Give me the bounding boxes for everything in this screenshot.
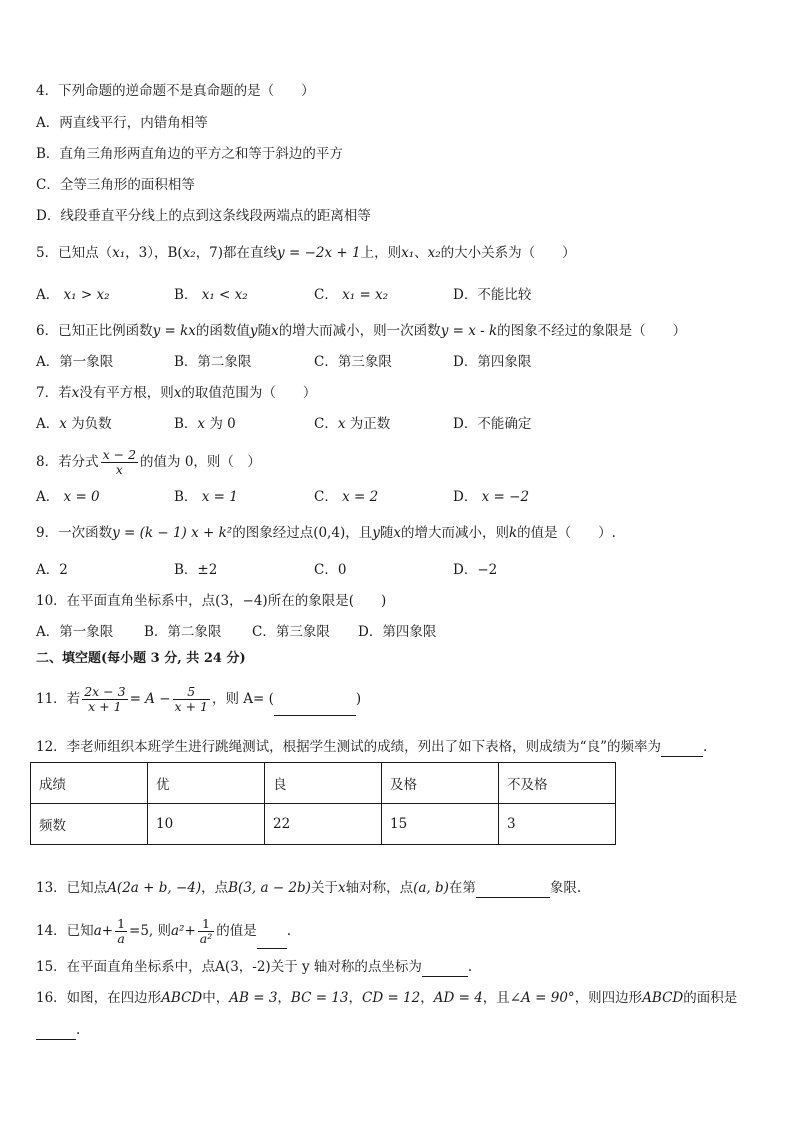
math: x: [173, 385, 182, 401]
question-16-continuation: [36, 1020, 80, 1040]
text: 的大小关系为（ ）: [440, 245, 576, 261]
label: D．: [453, 489, 478, 505]
math: x: [197, 416, 206, 432]
text: .: [467, 959, 473, 975]
text: 14．已知: [36, 923, 94, 939]
fraction: [101, 448, 138, 477]
answer-blank: [257, 934, 287, 949]
label: B．: [174, 416, 198, 432]
math: x: [393, 525, 401, 541]
math: AD = 4: [433, 990, 483, 1006]
text: 8．若分式: [36, 454, 99, 470]
text: 15．在平面直角坐标系中，点A(3，-2)关于 y 轴对称的点坐标为: [36, 959, 422, 975]
text: 的图象不经过的象限是（ ）: [497, 323, 687, 339]
q6-option-c: C．第三象限: [314, 354, 392, 370]
text: 为负数: [71, 416, 112, 432]
q9-option-d: D．−2: [453, 562, 498, 578]
fraction: [173, 685, 210, 714]
q4-option-c: C．全等三角形的面积相等: [36, 177, 195, 193]
text: 上，则: [360, 245, 402, 261]
math: ∠A = 90°: [509, 990, 575, 1006]
answer-blank: [274, 701, 356, 716]
math: ABCD: [161, 990, 203, 1006]
math: x₂: [182, 245, 196, 261]
text: 9．一次函数: [36, 525, 113, 541]
numerator: 1: [198, 917, 214, 932]
q7-option-d: D．不能确定: [453, 416, 532, 432]
q9-option-a: A．2: [36, 562, 68, 578]
math: A(2a + b, −4): [107, 880, 202, 896]
text: 为正数: [349, 416, 391, 432]
math: y = kx: [152, 323, 196, 339]
math: a²+: [171, 923, 196, 939]
text: 的增大而减小，则: [400, 525, 509, 541]
table-cell: 22: [265, 804, 382, 845]
q10-option-a: A．第一象限: [36, 624, 114, 640]
text: 的值是（ ）.: [517, 525, 616, 541]
math: a+: [93, 923, 114, 939]
q7-option-c: [314, 414, 390, 434]
label: B．: [174, 489, 198, 505]
text: 的图象经过点: [232, 525, 314, 541]
question-14-stem: [36, 913, 291, 949]
math: x: [59, 416, 67, 432]
table-cell: 10: [148, 804, 265, 845]
fraction: [115, 917, 127, 946]
math: B(3, a − 2b): [228, 880, 311, 896]
question-6-stem: [36, 321, 686, 341]
math: = A −: [129, 691, 171, 707]
question-11-stem: [36, 682, 361, 716]
numerator: 5: [173, 685, 210, 700]
math: x₁ = x₂: [342, 287, 389, 303]
q9-option-b: B．±2: [174, 562, 218, 578]
q4-option-d: D．线段垂直平分线上的点到这条线段两端点的距离相等: [36, 208, 371, 224]
question-7-stem: [36, 383, 316, 403]
text: 16．如图，在四边形: [36, 990, 162, 1006]
q8-option-a: [36, 487, 100, 507]
text: ): [355, 691, 362, 707]
math: x₂: [427, 245, 441, 261]
table-cell: 15: [382, 804, 499, 845]
label: A．: [36, 489, 60, 505]
text: 为 0: [209, 416, 236, 432]
answer-blank: [36, 1025, 76, 1040]
math: x = −2: [481, 489, 530, 505]
q6-option-b: B．第二象限: [174, 354, 252, 370]
q10-option-d: D．第四象限: [358, 624, 437, 640]
table-row: [31, 763, 616, 804]
label: C．: [314, 287, 338, 303]
label: B．: [174, 287, 198, 303]
math: x₁: [112, 245, 126, 261]
text: 6．已知正比例函数: [36, 323, 153, 339]
label: A．: [36, 416, 60, 432]
question-13-stem: [36, 878, 581, 898]
math: x = 2: [342, 489, 379, 505]
math: x₁: [401, 245, 415, 261]
q4-option-b: B．直角三角形两直角边的平方之和等于斜边的平方: [36, 146, 343, 162]
text: .: [702, 739, 708, 755]
question-5-stem: [36, 243, 576, 263]
score-table: [30, 762, 616, 845]
text: 在第: [448, 880, 476, 896]
q6-option-a: A．第一象限: [36, 354, 114, 370]
text: ，且: [345, 525, 373, 541]
text: 的值是: [216, 923, 257, 939]
text: ，: [420, 990, 434, 1006]
question-4-stem: 4．下列命题的逆命题不是真命题的是（ ）: [36, 83, 315, 99]
text: 5．已知点（: [36, 245, 113, 261]
text: 、: [414, 245, 428, 261]
numerator: 2x − 3: [84, 684, 126, 699]
text: =5, 则: [129, 923, 171, 939]
math: k: [508, 525, 518, 541]
math: x: [71, 385, 80, 401]
text: 随: [257, 323, 272, 339]
question-10-stem: 10．在平面直角坐标系中，点(3，−4)所在的象限是( ): [36, 593, 387, 609]
q4-option-a: A．两直线平行，内错角相等: [36, 115, 208, 131]
q5-option-c: [314, 285, 388, 305]
math: x: [337, 416, 346, 432]
numerator: 1: [117, 916, 126, 931]
math: y = (k − 1) x + k²: [112, 525, 233, 541]
text: 随: [379, 525, 394, 541]
denominator: x + 1: [88, 699, 122, 714]
denominator: x: [115, 462, 123, 477]
math: y: [249, 323, 258, 339]
text: 的取值范围为（ ）: [181, 385, 317, 401]
text: 的值为 0，则（ ）: [140, 454, 261, 470]
label: C．: [314, 416, 338, 432]
q9-option-c: C．0: [314, 562, 347, 578]
text: 轴对称，点: [345, 880, 414, 896]
q7-option-b: [174, 414, 236, 434]
q10-option-c: C．第三象限: [252, 624, 330, 640]
question-15-stem: [36, 957, 472, 977]
q6-option-d: D．第四象限: [453, 354, 532, 370]
denominator: a²: [199, 931, 213, 946]
text: .: [76, 1022, 81, 1038]
question-16-stem: [36, 988, 737, 1008]
math: x₁ < x₂: [201, 287, 248, 303]
denominator: a: [117, 931, 125, 946]
math: CD = 12: [362, 990, 421, 1006]
math: x: [337, 880, 346, 896]
answer-blank: [661, 742, 703, 757]
answer-blank: [476, 883, 550, 898]
math: BC = 13: [290, 990, 349, 1006]
q7-option-a: [36, 414, 112, 434]
text: 中，: [202, 990, 230, 1006]
denominator: x + 1: [174, 699, 208, 714]
question-8-stem: [36, 446, 261, 478]
text: 象限.: [549, 880, 582, 896]
text: 没有平方根，则: [79, 385, 174, 401]
math: ABCD: [642, 990, 684, 1006]
answer-blank: [422, 962, 468, 977]
text: ，3），B(: [125, 245, 183, 261]
text: ，: [277, 990, 291, 1006]
math: AB = 3: [229, 990, 278, 1006]
text: 关于: [310, 880, 338, 896]
math: x₁ > x₂: [63, 287, 110, 303]
q8-option-d: [453, 487, 529, 507]
math: x = 0: [63, 489, 100, 505]
text: 的增大而减小，则一次函数: [278, 323, 441, 339]
table-cell: 3: [499, 804, 616, 845]
table-cell: 不及格: [499, 763, 616, 804]
math: x: [271, 323, 279, 339]
text: 13．已知点: [36, 880, 108, 896]
fraction: [198, 917, 214, 946]
math: x = 1: [201, 489, 238, 505]
label: A．: [36, 287, 60, 303]
table-cell: 成绩: [31, 763, 148, 804]
text: 7．若: [36, 385, 72, 401]
math: y: [372, 525, 380, 541]
numerator: x − 2: [102, 447, 137, 462]
text: ，则四边形: [574, 990, 643, 1006]
table-cell: 优: [148, 763, 265, 804]
text: 12．李老师组织本班学生进行跳绳测试，根据学生测试的成绩，列出了如下表格，则成绩为“良”的频率为: [36, 739, 661, 755]
text: ，7)都在直线: [195, 245, 278, 261]
question-12-stem: [36, 737, 707, 757]
text: ，点: [201, 880, 229, 896]
text: ，则 A= (: [211, 691, 274, 707]
text: 的函数值: [195, 323, 250, 339]
label: C．: [314, 489, 338, 505]
question-9-stem: [36, 523, 616, 543]
table-cell: 良: [265, 763, 382, 804]
q5-option-d: D．不能比较: [453, 287, 532, 303]
math: y = −2x + 1: [277, 245, 361, 261]
math: y = x - k: [440, 323, 498, 339]
section-heading: 二、填空题(每小题 3 分, 共 24 分): [36, 651, 246, 666]
text: 的面积是: [683, 990, 738, 1006]
q10-option-b: B．第二象限: [144, 624, 222, 640]
q5-option-b: [174, 285, 248, 305]
fraction: [82, 685, 127, 714]
text: ，且: [482, 990, 510, 1006]
q5-option-a: [36, 285, 110, 305]
text: .: [286, 923, 292, 939]
table-cell: 频数: [31, 804, 148, 845]
math: (0,4): [313, 525, 346, 541]
text: ，: [348, 990, 362, 1006]
q8-option-c: [314, 487, 378, 507]
q8-option-b: [174, 487, 238, 507]
text: 11．若: [36, 691, 81, 707]
math: (a, b): [413, 880, 449, 896]
table-row: [31, 804, 616, 845]
table-cell: 及格: [382, 763, 499, 804]
